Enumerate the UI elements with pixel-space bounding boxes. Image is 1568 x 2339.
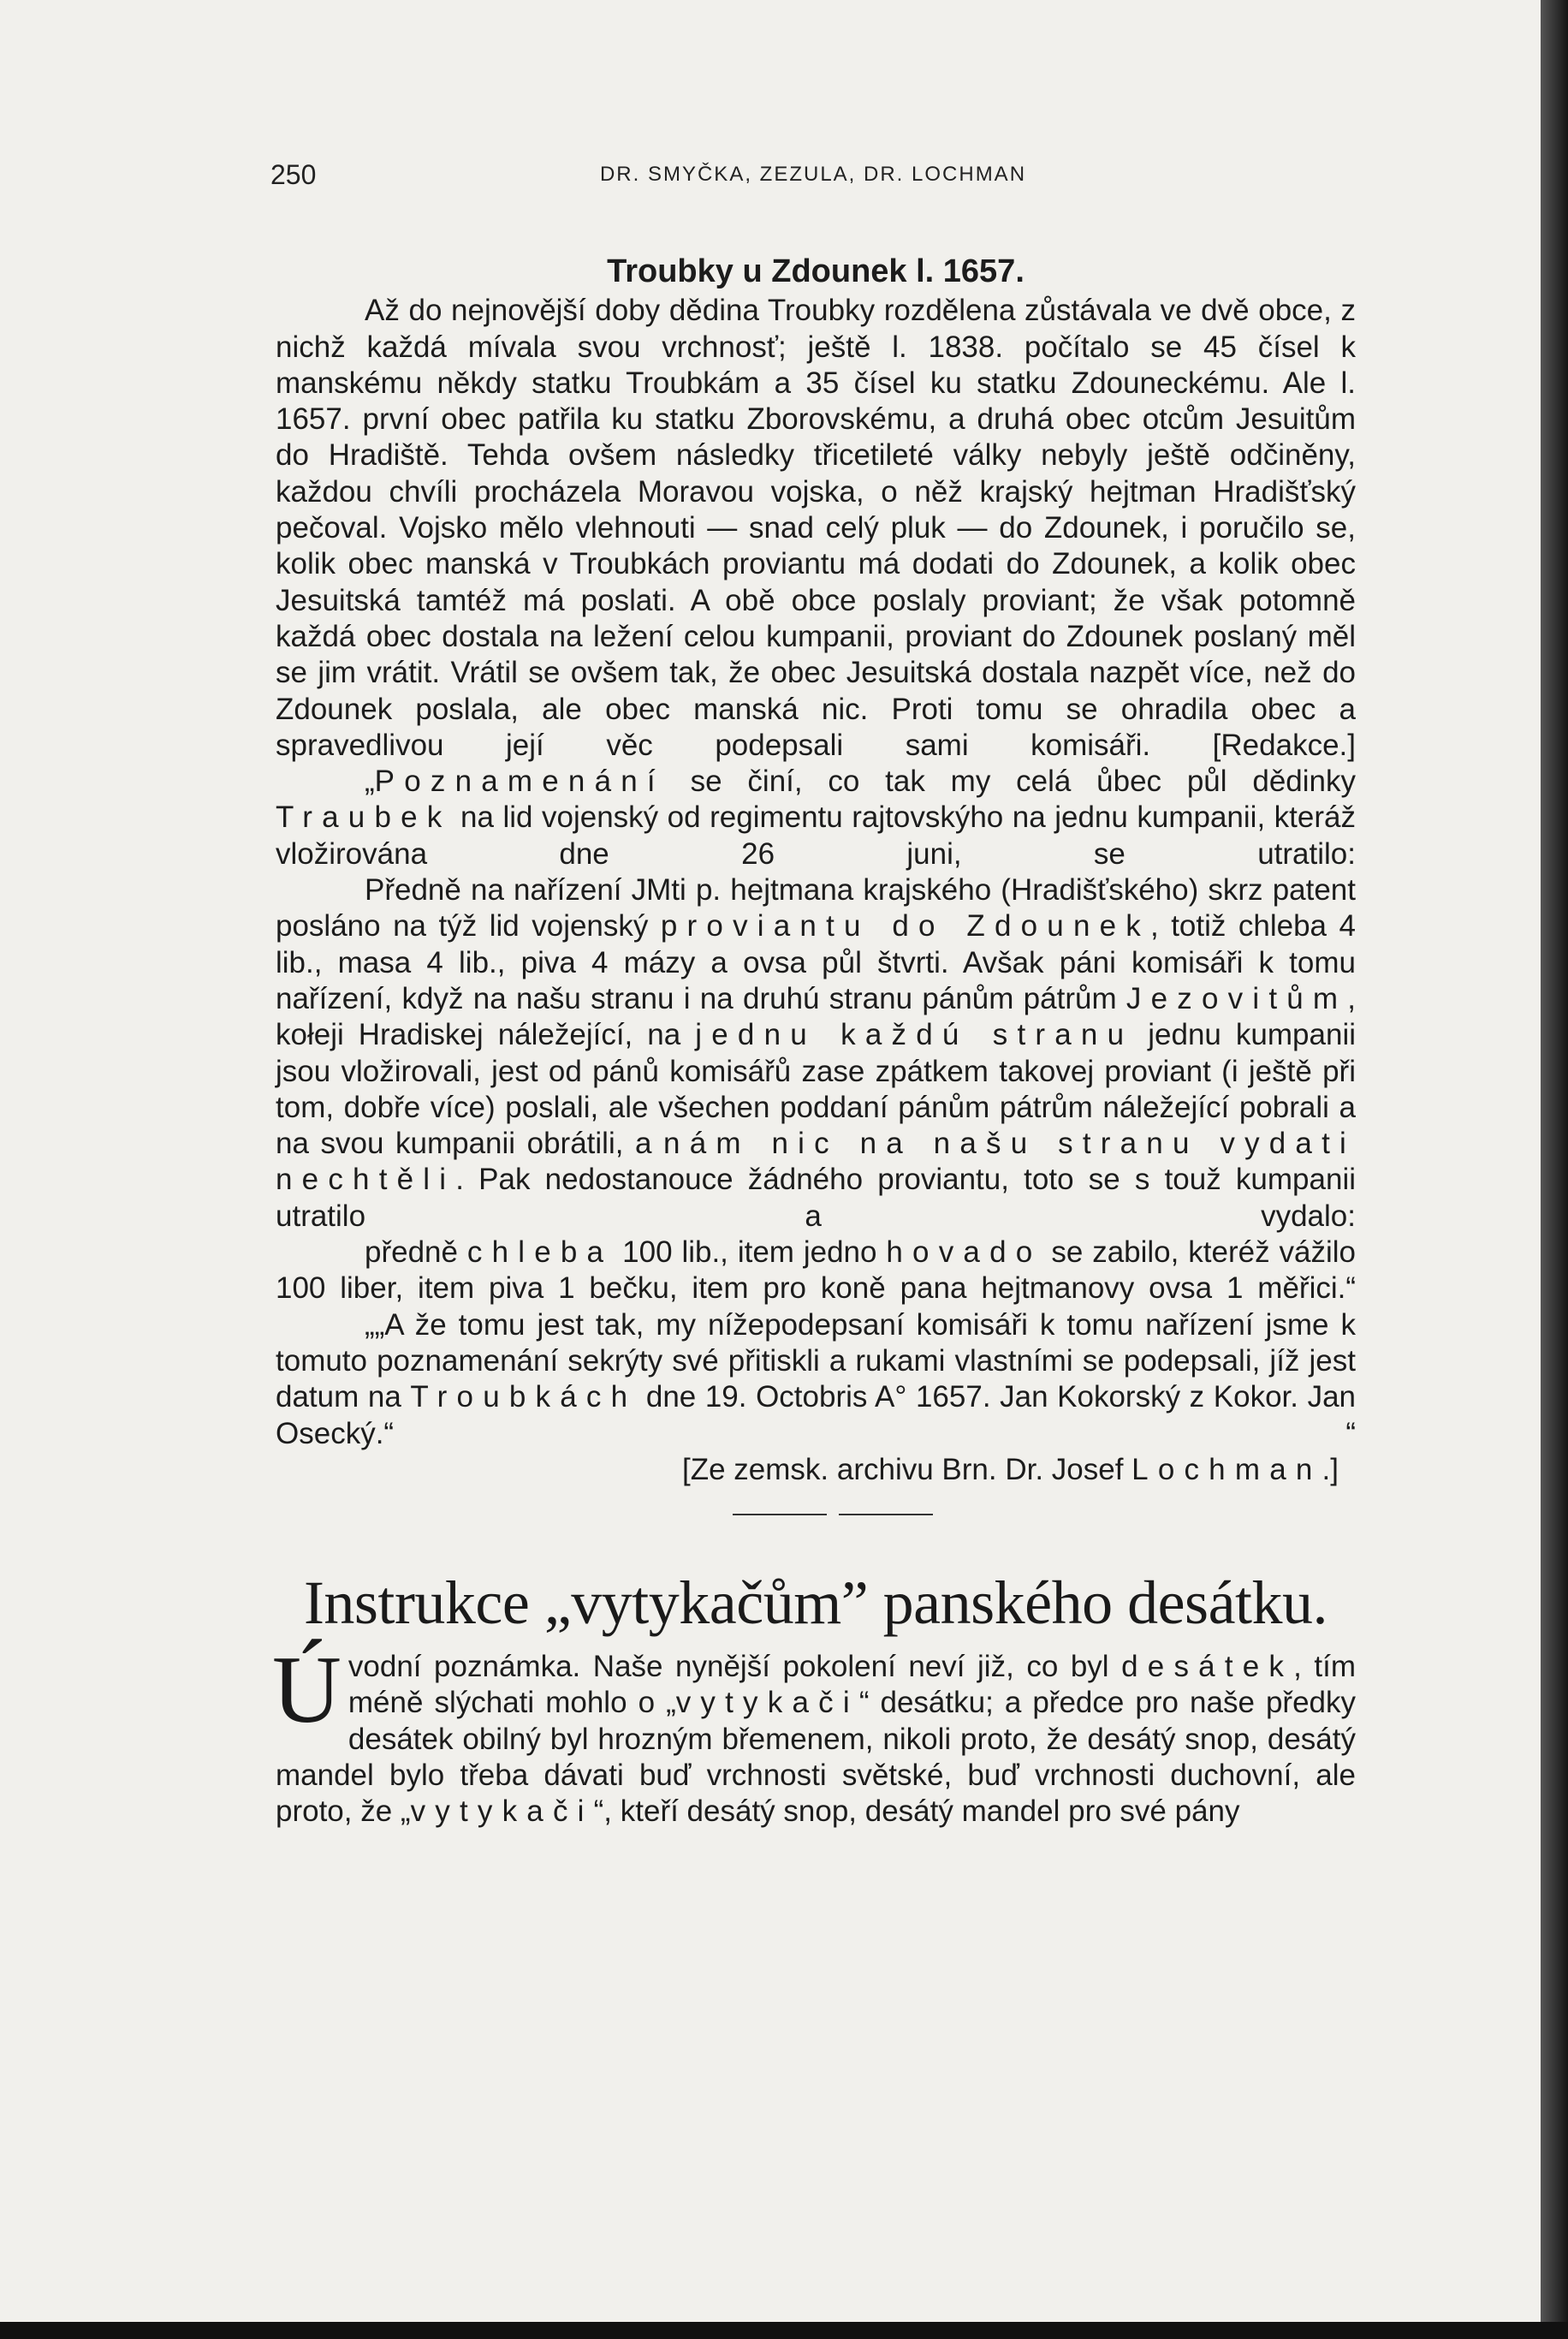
text-run: předně — [365, 1235, 467, 1270]
spaced-term: Traubek — [276, 800, 452, 835]
spaced-term: proviantu do Zdounek — [660, 909, 1150, 943]
drop-cap: Ú — [272, 1637, 342, 1744]
article-title: Troubky u Zdounek l. 1657. — [607, 253, 1025, 289]
text-run: Předně na nařízení JMti p. hejtmana krajského (Hradišťského) skrz patent posláno na týž lid vojenský — [276, 873, 1356, 943]
text-run: „„A že tomu jest tak, my nížepodepsaní komisáři k tomu nařízení jsme k tomuto poznamenání sekrýty své přitiskli a rukami vlastními se podepsali, jíž jest datum na — [276, 1307, 1356, 1414]
text-run: dne 19. Octobris A° 1657. Jan Kokorský z Kokor. Jan Osecký.“ “ — [276, 1380, 1356, 1450]
spaced-term: hovado — [886, 1235, 1042, 1270]
divider-rule — [839, 1514, 933, 1515]
divider-rule — [733, 1514, 827, 1515]
intro-paragraph: Až do nejnovější doby dědina Troubky rozdělena zůstávala ve dvě obce, z nichž každá mívala svou vrchnosť; ještě l. 1838. počítalo se 45 čísel k manskému někdy statku Troubkám a 35 čísel ku statku Zdouneckému. Ale l. 1657. první obec patřila ku statku Zborovskému, a druhá obec otcům Jesuitům do Hradiště. Tehda ovšem následky třicetileté války nebyly ještě odčiněny, každou chvíli procházela Moravou vojska, o něž krajský hejtman Hradišťský pečoval. Vojsko mělo vlehnouti — snad celý pluk — do Zdounek, i poručilo se, kolik obec manská v Troubkách proviantu má dodati do Zdounek, a kolik obec Jesuitská tamtéž má poslati. A obě obce poslaly proviant; že však potomně každá obec dostala na ležení celou kumpanii, proviant do Zdounek poslaný měl se jim vrátit. Vrátil se ovšem tak, že obec Jesuitská dostala nazpět více, než do Zdounek poslala, ale obec manská nic. Proti tomu se ohradila obec a spravedlivou její věc podepsali sami komisáři. [Redakce.] — [276, 294, 1356, 762]
text-run: jednu kumpanii jsou vložirovali, jest od pánů komisářů zase zpátkem takovej proviant (i ještě při tom, dobře více) poslali, ale všechen poddaní pánům pátrům náležející pobrali a na svou kumpanii obrátili, a — [276, 1018, 1356, 1161]
scan-bottom-edge — [0, 2322, 1568, 2339]
record-paragraph-1 — [276, 764, 1356, 872]
spaced-term: Jezovitům — [1126, 981, 1348, 1015]
section-divider — [276, 1488, 1356, 1544]
text-run: “, kteří desátý snop, desátý mandel pro své pány — [593, 1794, 1240, 1829]
source-note — [276, 1452, 1356, 1488]
spaced-term: chleba — [466, 1235, 614, 1270]
record-paragraph-4 — [276, 1307, 1356, 1452]
text-run: 100 lib., item jedno — [613, 1235, 887, 1270]
text-run: “ desátku; a předce pro naše předky desátek obilný byl hrozným břemenem, nikoli proto, že desátý snop, desátý mandel bylo třeba dávati buď vrchnosti světské, buď vrchnosti duchovní, ale proto, že „ — [276, 1686, 1356, 1829]
text-run: [Ze zemsk. archivu Brn. Dr. Josef — [682, 1452, 1132, 1486]
section-heading: Instrukce „vytykačům” panského desátku. — [303, 1568, 1328, 1638]
text-run: vodní poznámka. Naše nynější pokolení neví již, co byl — [347, 1650, 1122, 1684]
body-text — [272, 253, 1356, 1830]
text-run: na lid vojenský od regimentu rajtovskýho na jednu kumpanii, kteráž vložirována dne 26 juni, se utratilo: — [276, 800, 1356, 871]
quote-mark: „ — [365, 765, 375, 799]
text-run: , tím méně slýchati mohlo o „ — [347, 1650, 1356, 1720]
record-paragraph-2 — [276, 872, 1356, 1235]
spaced-term: nám nic na našu stranu vydati nechtěli — [276, 1127, 1356, 1197]
spaced-term: Poznamenání — [374, 765, 665, 799]
page-header — [270, 159, 1356, 193]
text-run: , kołeji Hradiskej náležející, na — [276, 981, 1356, 1052]
spaced-term: vytykači — [410, 1794, 594, 1829]
scan-edge-shadow — [1541, 0, 1568, 2339]
instruction-intro-paragraph — [272, 1637, 1356, 1830]
text-run: se zabilo, kteréž vážilo 100 liber, item piva 1 bečku, item pro koně pana hejtmanovy ovsa 1 měřici.“ — [276, 1235, 1356, 1306]
record-paragraph-3 — [276, 1235, 1356, 1307]
spaced-term: desátek — [1121, 1650, 1294, 1684]
spaced-term: Troubkách — [410, 1380, 638, 1414]
running-title: DR. SMYČKA, ZEZULA, DR. LOCHMAN — [599, 163, 1027, 186]
text-run: .] — [1322, 1452, 1339, 1486]
spaced-term: Lochman — [1131, 1452, 1322, 1486]
text-run: . Pak nedostanouce žádného proviantu, toto se s touž kumpanii utratilo a vydalo: — [276, 1163, 1356, 1233]
text-run: se činí, co tak my celá ůbec půl dědinky — [664, 765, 1356, 799]
text-run: , totiž chleba 4 lib., masa 4 lib., piva 4 mázy a ovsa půl štvrti. Avšak páni komisáři k tomu nařízení, když na našu stranu i na druhú stranu pánům pátrům — [276, 909, 1356, 1015]
spaced-term: vytykači — [675, 1686, 859, 1720]
spaced-term: jednu každú stranu — [695, 1018, 1134, 1052]
page-number: 250 — [270, 159, 317, 190]
